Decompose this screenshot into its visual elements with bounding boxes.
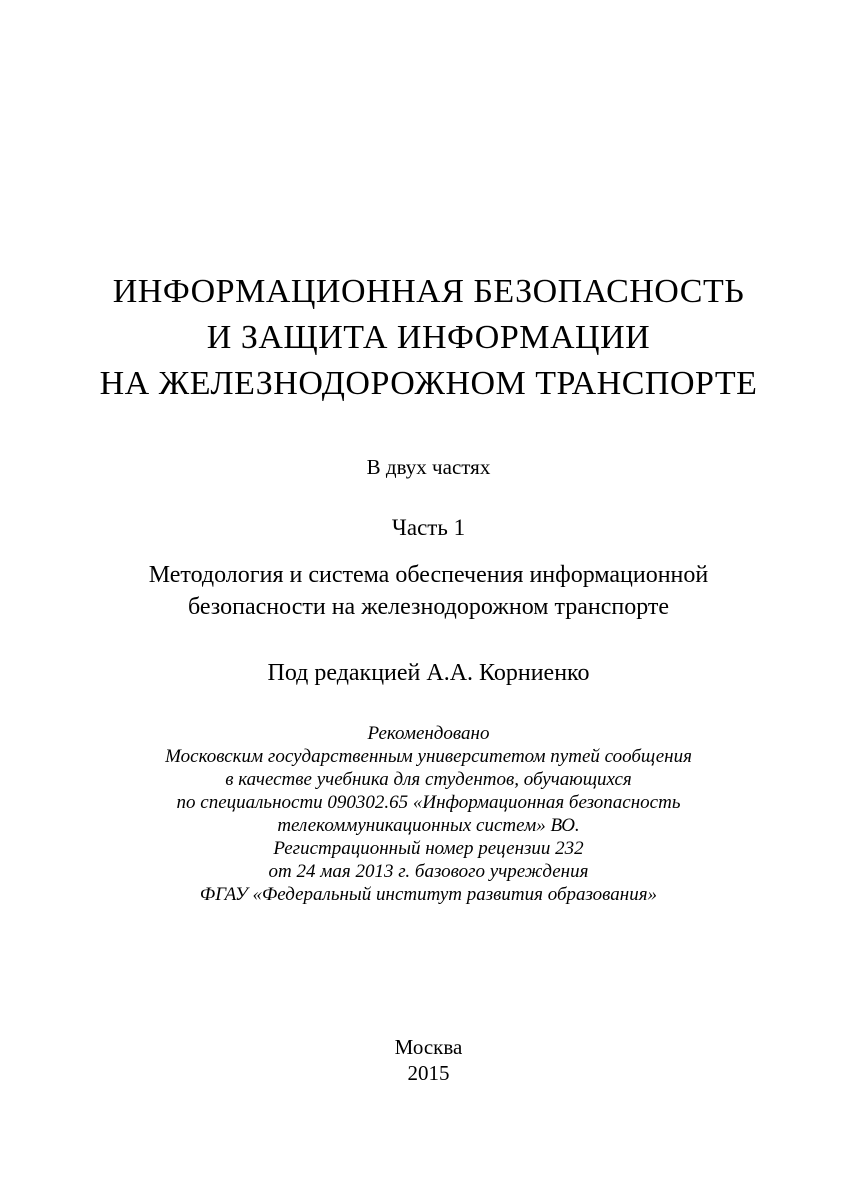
part-title-line: Методология и система обеспечения информационной: [148, 562, 709, 588]
imprint-city: Москва: [394, 1035, 463, 1059]
book-title-line: И ЗАЩИТА ИНФОРМАЦИИ: [206, 319, 651, 356]
part-number: Часть 1: [391, 515, 466, 540]
book-title-line: ИНФОРМАЦИОННАЯ БЕЗОПАСНОСТЬ: [112, 273, 745, 310]
recommendation-line: Регистрационный номер рецензии 232: [273, 838, 584, 859]
recommendation-line: Рекомендовано: [367, 723, 490, 744]
book-title-line: НА ЖЕЛЕЗНОДОРОЖНОМ ТРАНСПОРТЕ: [99, 365, 758, 402]
recommendation-line: от 24 мая 2013 г. базового учреждения: [268, 861, 589, 882]
recommendation-line: по специальности 090302.65 «Информационная безопасность: [176, 792, 681, 813]
recommendation-line: Московским государственным университетом путей сообщения: [165, 746, 692, 767]
part-title-line: безопасности на железнодорожном транспорте: [187, 594, 670, 620]
recommendation-line: ФГАУ «Федеральный институт развития образования»: [199, 884, 658, 905]
subtitle: В двух частях: [366, 455, 491, 479]
recommendation-line: в качестве учебника для студентов, обучающихся: [225, 769, 632, 790]
editor-credit: Под редакцией А.А. Корниенко: [267, 660, 590, 686]
recommendation-line: телекоммуникационных систем» ВО.: [277, 815, 580, 836]
imprint-year: 2015: [407, 1061, 450, 1085]
